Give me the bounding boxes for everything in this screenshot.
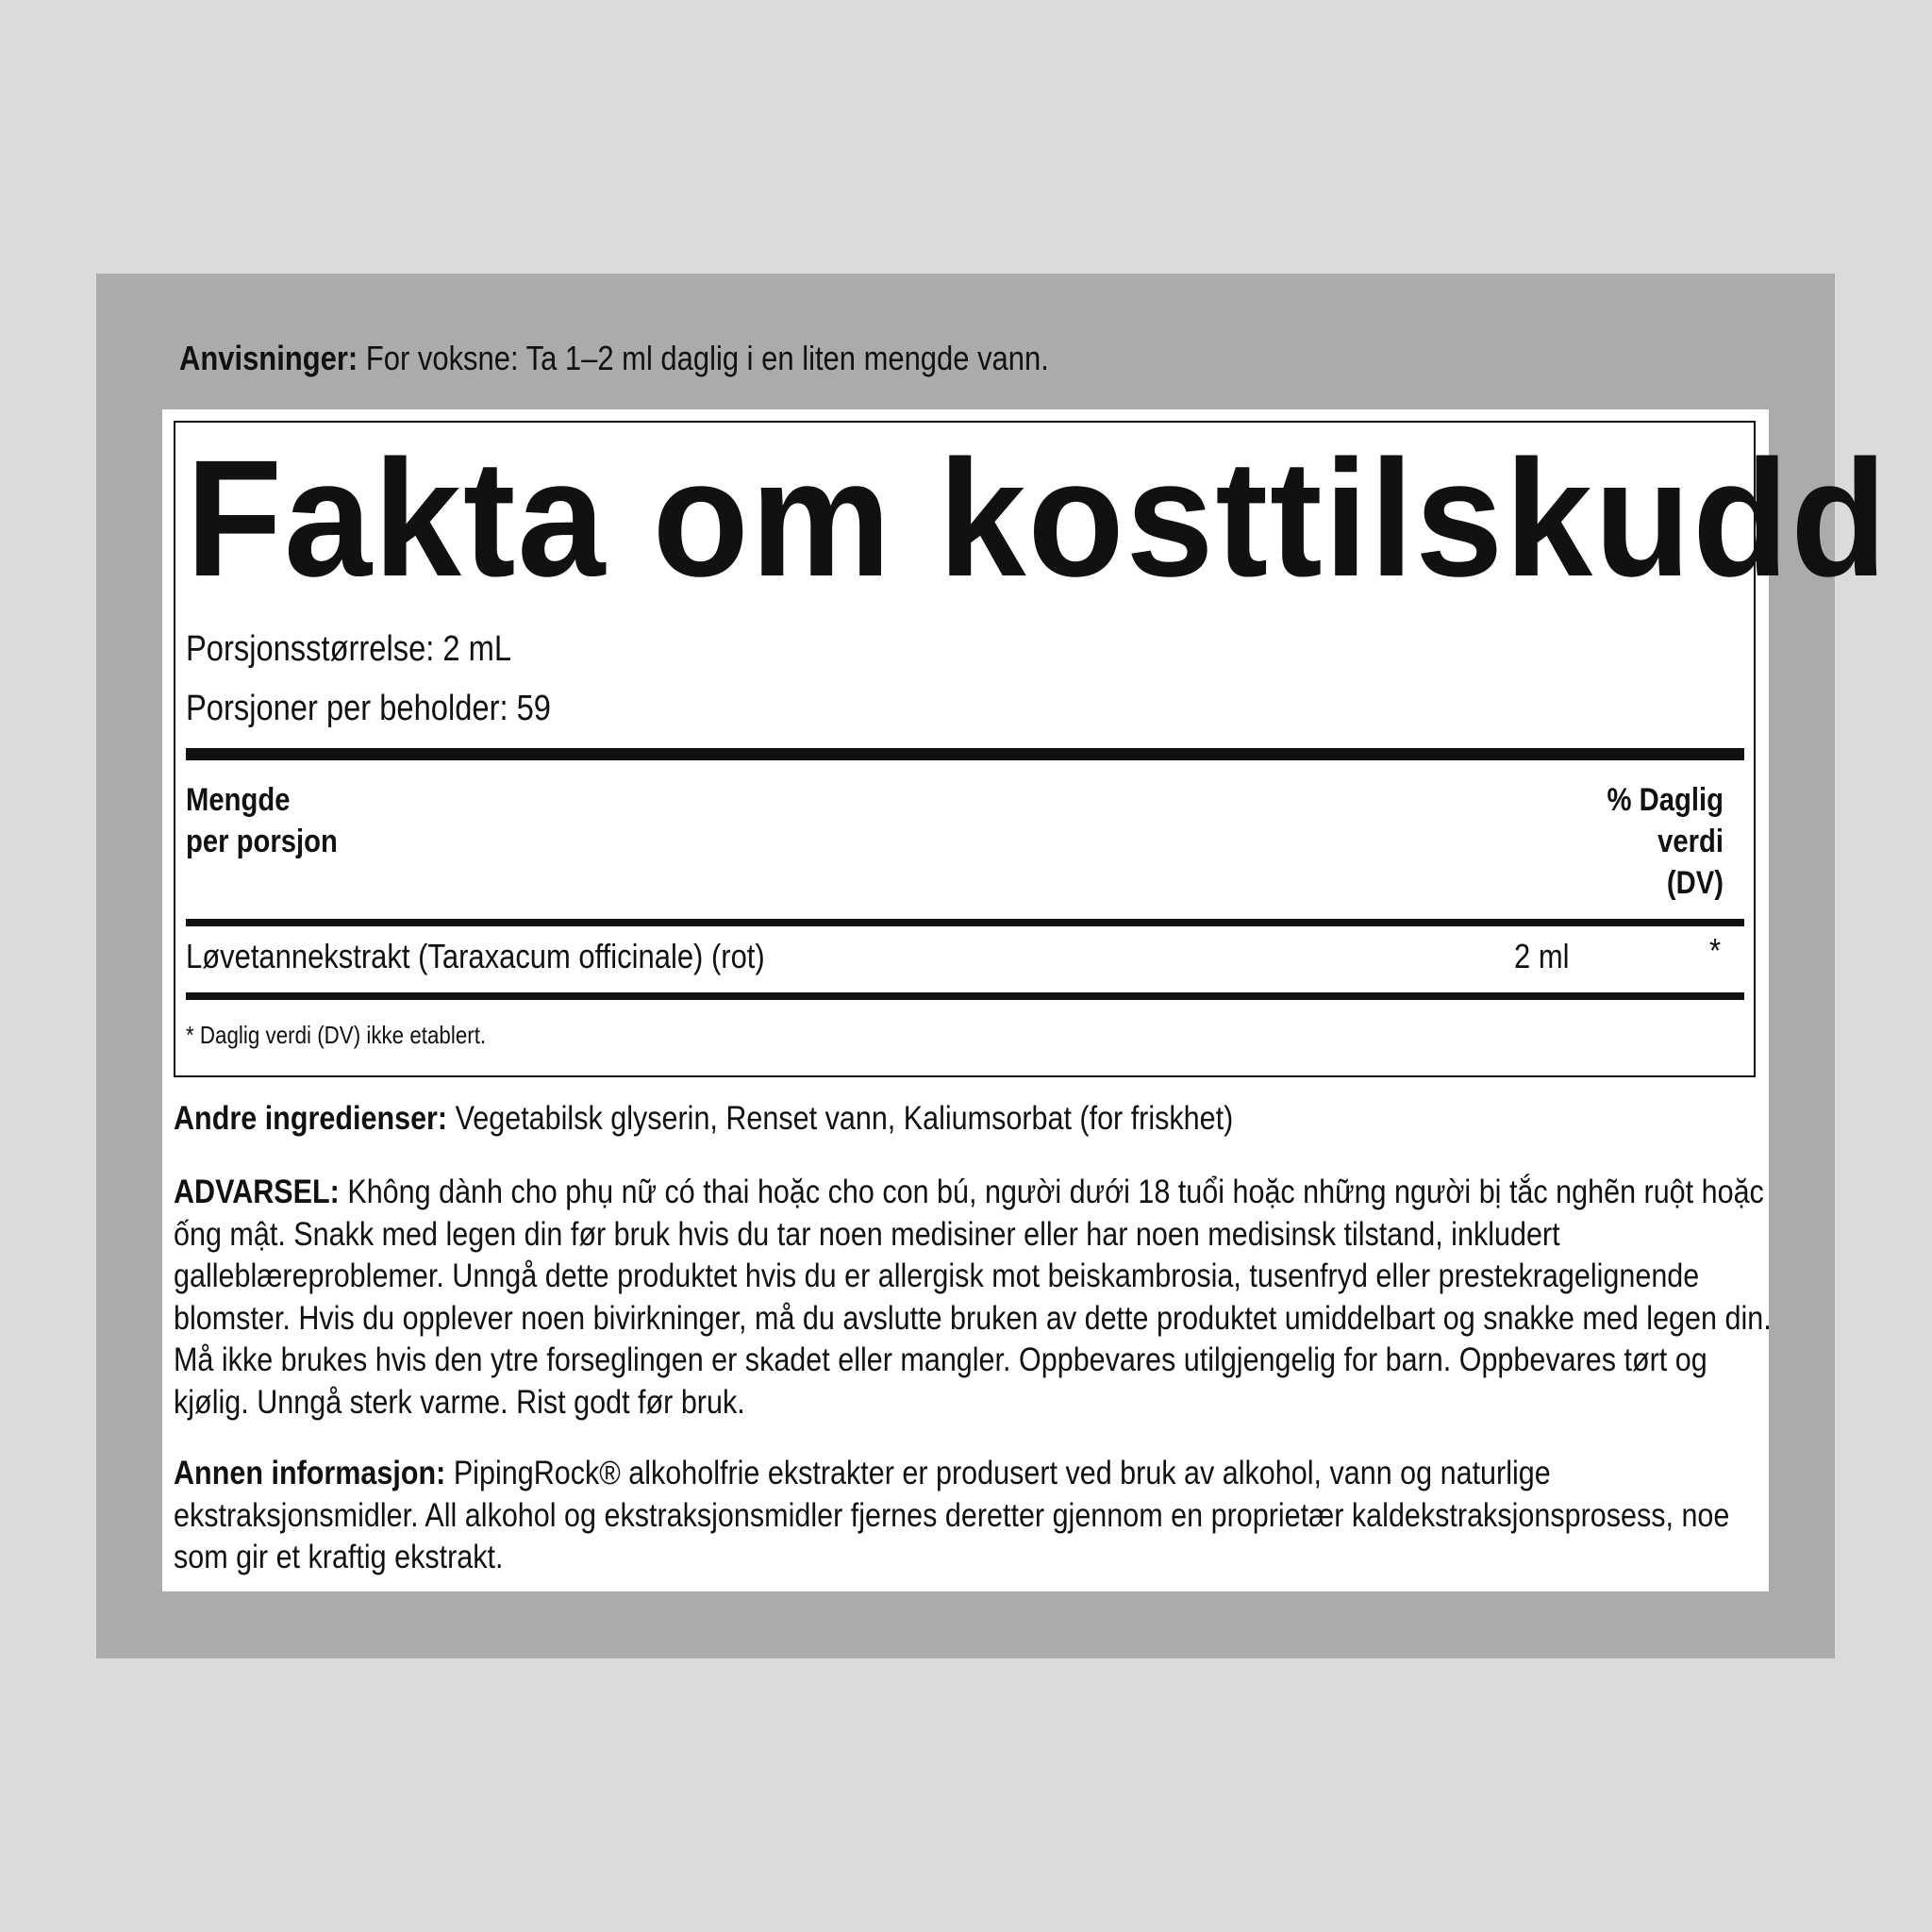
medium-divider [186, 919, 1744, 926]
warning-text: Không dành cho phụ nữ có thai hoặc cho con bú, người dưới 18 tuổi hoặc những người bị tắc nghẽn ruột hoặc ống mật. Snakk med legen din før bruk hvis du tar noen medisiner eller har noen medisinsk tilstand, inkludert galleblæreproblemer. Unngå dette produktet hvis du er allergisk mot beiskambrosia, tusenfryd eller prestekragelignende blomster. Hvis du opplever noen bivirkninger, må du avslutte bruken av dette produktet umiddelbart og snakke med legen din. Må ikke brukes hvis den ytre forseglingen er skadet eller mangler. Oppbevares utilgjengelig for barn. Oppbevares tørt og kjølig. Unngå sterk varme. Rist godt før bruk. [174, 1173, 1772, 1421]
ingredient-name: Løvetannekstrakt (Taraxacum officinale) (rot) [186, 937, 765, 975]
other-ingredients-text: Vegetabilsk glyserin, Renset vann, Kaliumsorbat (for friskhet) [447, 1099, 1234, 1137]
medium-divider [186, 992, 1744, 1000]
warning-label: ADVARSEL: [174, 1173, 340, 1210]
warning-paragraph [174, 1171, 1772, 1423]
dv-header-line: % Daglig [1607, 782, 1724, 818]
other-information [174, 1452, 1772, 1578]
dv-header-line: (DV) [1666, 865, 1724, 901]
servings-per-container: Porsjoner per beholder: 59 [186, 689, 551, 728]
daily-value-footnote: * Daglig verdi (DV) ikke etablert. [186, 1021, 487, 1049]
other-information-label: Annen informasjon: [174, 1454, 446, 1491]
directions-text [179, 338, 1049, 379]
dv-header-line: verdi [1657, 824, 1724, 859]
other-ingredients-label: Andre ingredienser: [174, 1099, 448, 1137]
amount-header-line: per porsjon [186, 824, 338, 859]
other-information-text: PipingRock® alkoholfrie ekstrakter er produsert ved bruk av alkohol, vann og naturlige ekstraksjonsmidler. All alkohol og ekstraksjonsmidler fjernes deretter gjennom en proprietær kaldekstraksjonsprosess, noe som gir et kraftig ekstrakt. [174, 1454, 1730, 1575]
serving-size: Porsjonsstørrelse: 2 mL [186, 629, 512, 669]
ingredient-amount: 2 ml [1514, 937, 1570, 975]
thick-divider [186, 748, 1744, 760]
amount-header-line: Mengde [186, 782, 291, 818]
ingredient-daily-value: * [1709, 931, 1722, 970]
other-ingredients [174, 1097, 1772, 1140]
supplement-facts-title: Fakta om kosttilskudd [186, 426, 1890, 611]
directions-label: Anvisninger: [179, 339, 358, 377]
amount-per-serving-header [186, 779, 338, 862]
directions-body: For voksne: Ta 1–2 ml daglig i en liten mengde vann. [358, 339, 1049, 377]
daily-value-header [1540, 779, 1724, 904]
